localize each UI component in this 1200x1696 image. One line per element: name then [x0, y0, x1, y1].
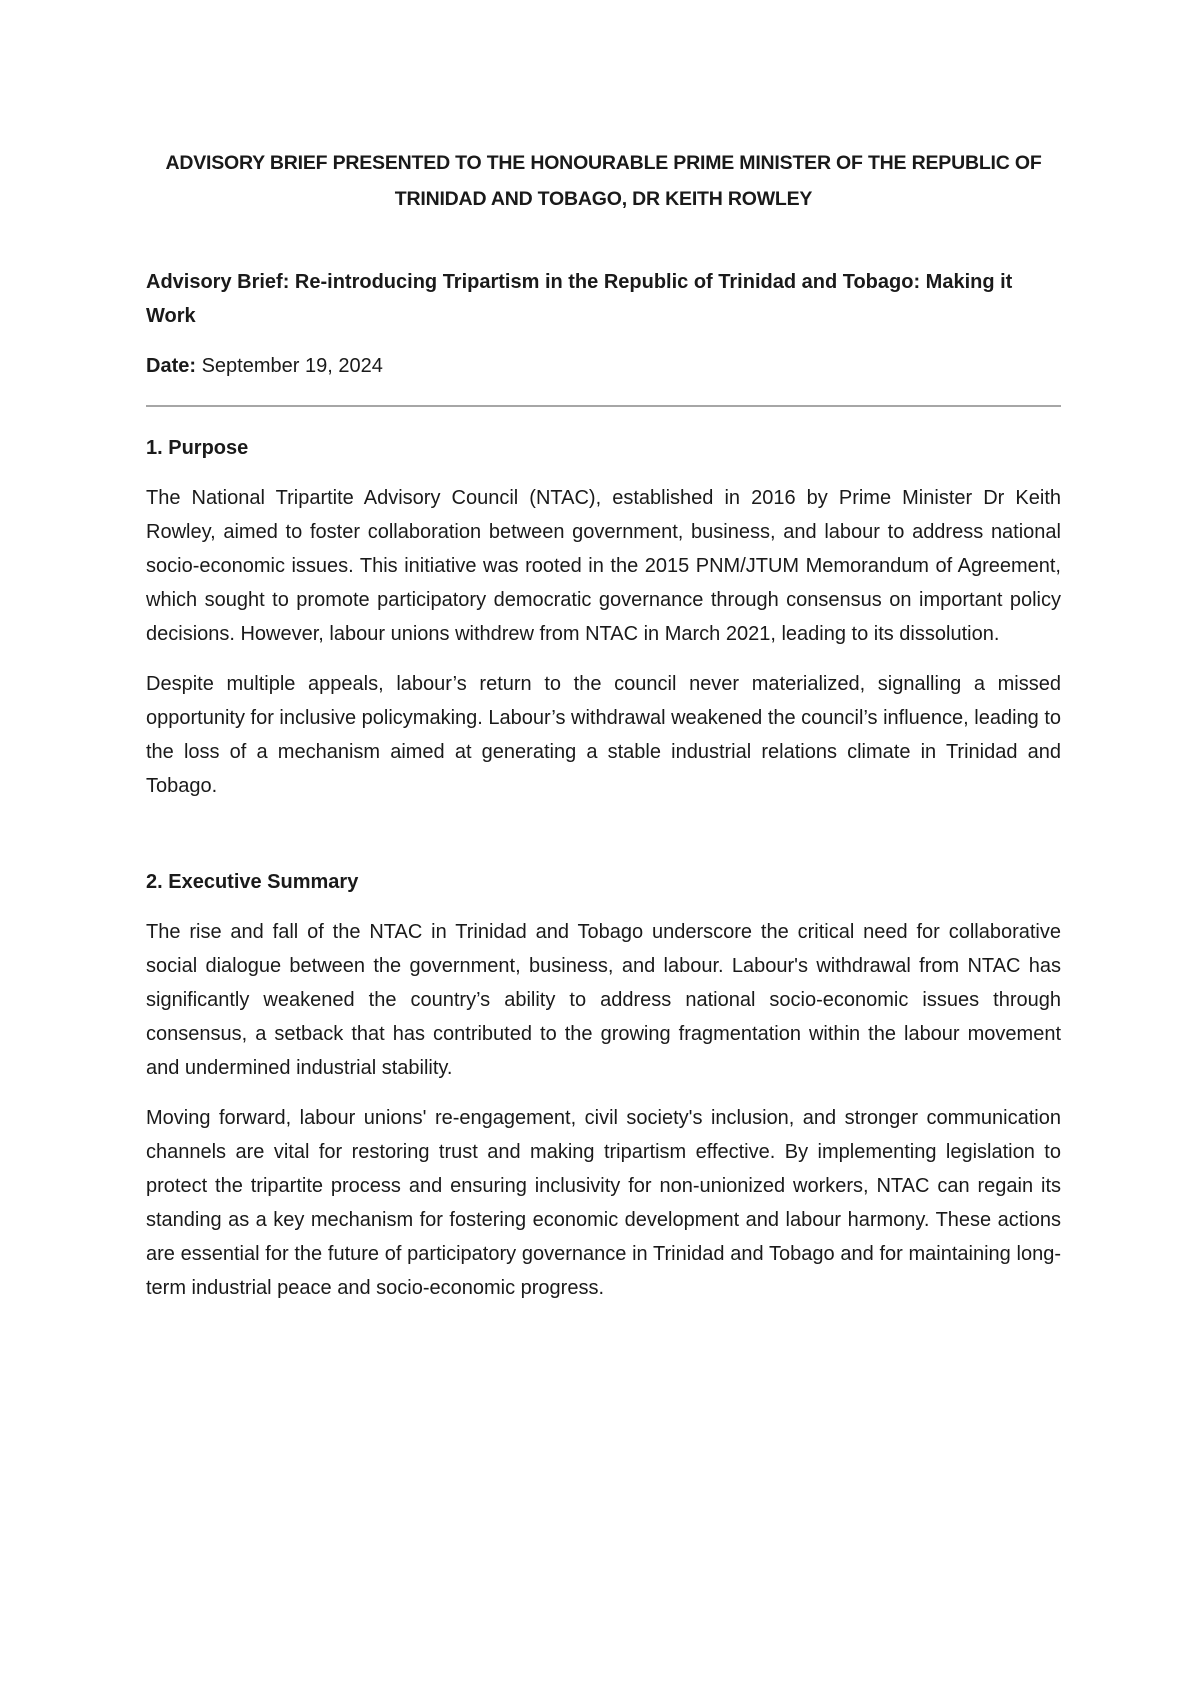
- main-title: ADVISORY BRIEF PRESENTED TO THE HONOURABLE PRIME MINISTER OF THE REPUBLIC OF TRINIDAD AND TOBAGO, DR KEITH ROWLEY: [165, 152, 1042, 210]
- paragraph: The National Tripartite Advisory Council (NTAC), established in 2016 by Prime Minister Dr Keith Rowley, aimed to foster collaboration between government, business, and labour to address national socio-economic issues. This initiative was rooted in the 2015 PNM/JTUM Memorandum of Agreement, which sought to promote participatory democratic governance through consensus on important policy decisions. However, labour unions withdrew from NTAC in March 2021, leading to its dissolution.: [146, 487, 1061, 645]
- date-line: [146, 349, 1061, 383]
- section-heading-executive-summary: 2. Executive Summary: [146, 871, 359, 893]
- horizontal-divider: [146, 405, 1061, 407]
- document-body: [146, 145, 1061, 1305]
- section-executive-summary: [146, 865, 1061, 1305]
- paragraph: The rise and fall of the NTAC in Trinidad and Tobago underscore the critical need for collaborative social dialogue between the government, business, and labour. Labour's withdrawal from NTAC has significantly weakened the country’s ability to address national socio-economic issues through consensus, a setback that has contributed to the growing fragmentation within the labour movement and undermined industrial stability.: [146, 921, 1061, 1079]
- date-value: September 19, 2024: [201, 355, 383, 377]
- paragraph: Moving forward, labour unions' re-engagement, civil society's inclusion, and stronger communication channels are vital for restoring trust and making tripartism effective. By implementing legislation to protect the tripartite process and ensuring inclusivity for non-unionized workers, NTAC can regain its standing as a key mechanism for fostering economic development and labour harmony. These actions are essential for the future of participatory governance in Trinidad and Tobago and for maintaining long-term industrial peace and socio-economic progress.: [146, 1107, 1061, 1299]
- section-heading-purpose: 1. Purpose: [146, 437, 249, 459]
- date-label: Date:: [146, 355, 197, 377]
- section-purpose: [146, 431, 1061, 803]
- paragraph: Despite multiple appeals, labour’s return to the council never materialized, signalling a missed opportunity for inclusive policymaking. Labour’s withdrawal weakened the council’s influence, leading to the loss of a mechanism aimed at generating a stable industrial relations climate in Trinidad and Tobago.: [146, 673, 1061, 797]
- brief-subtitle: Advisory Brief: Re-introducing Tripartism in the Republic of Trinidad and Tobago: Making it Work: [146, 271, 1013, 327]
